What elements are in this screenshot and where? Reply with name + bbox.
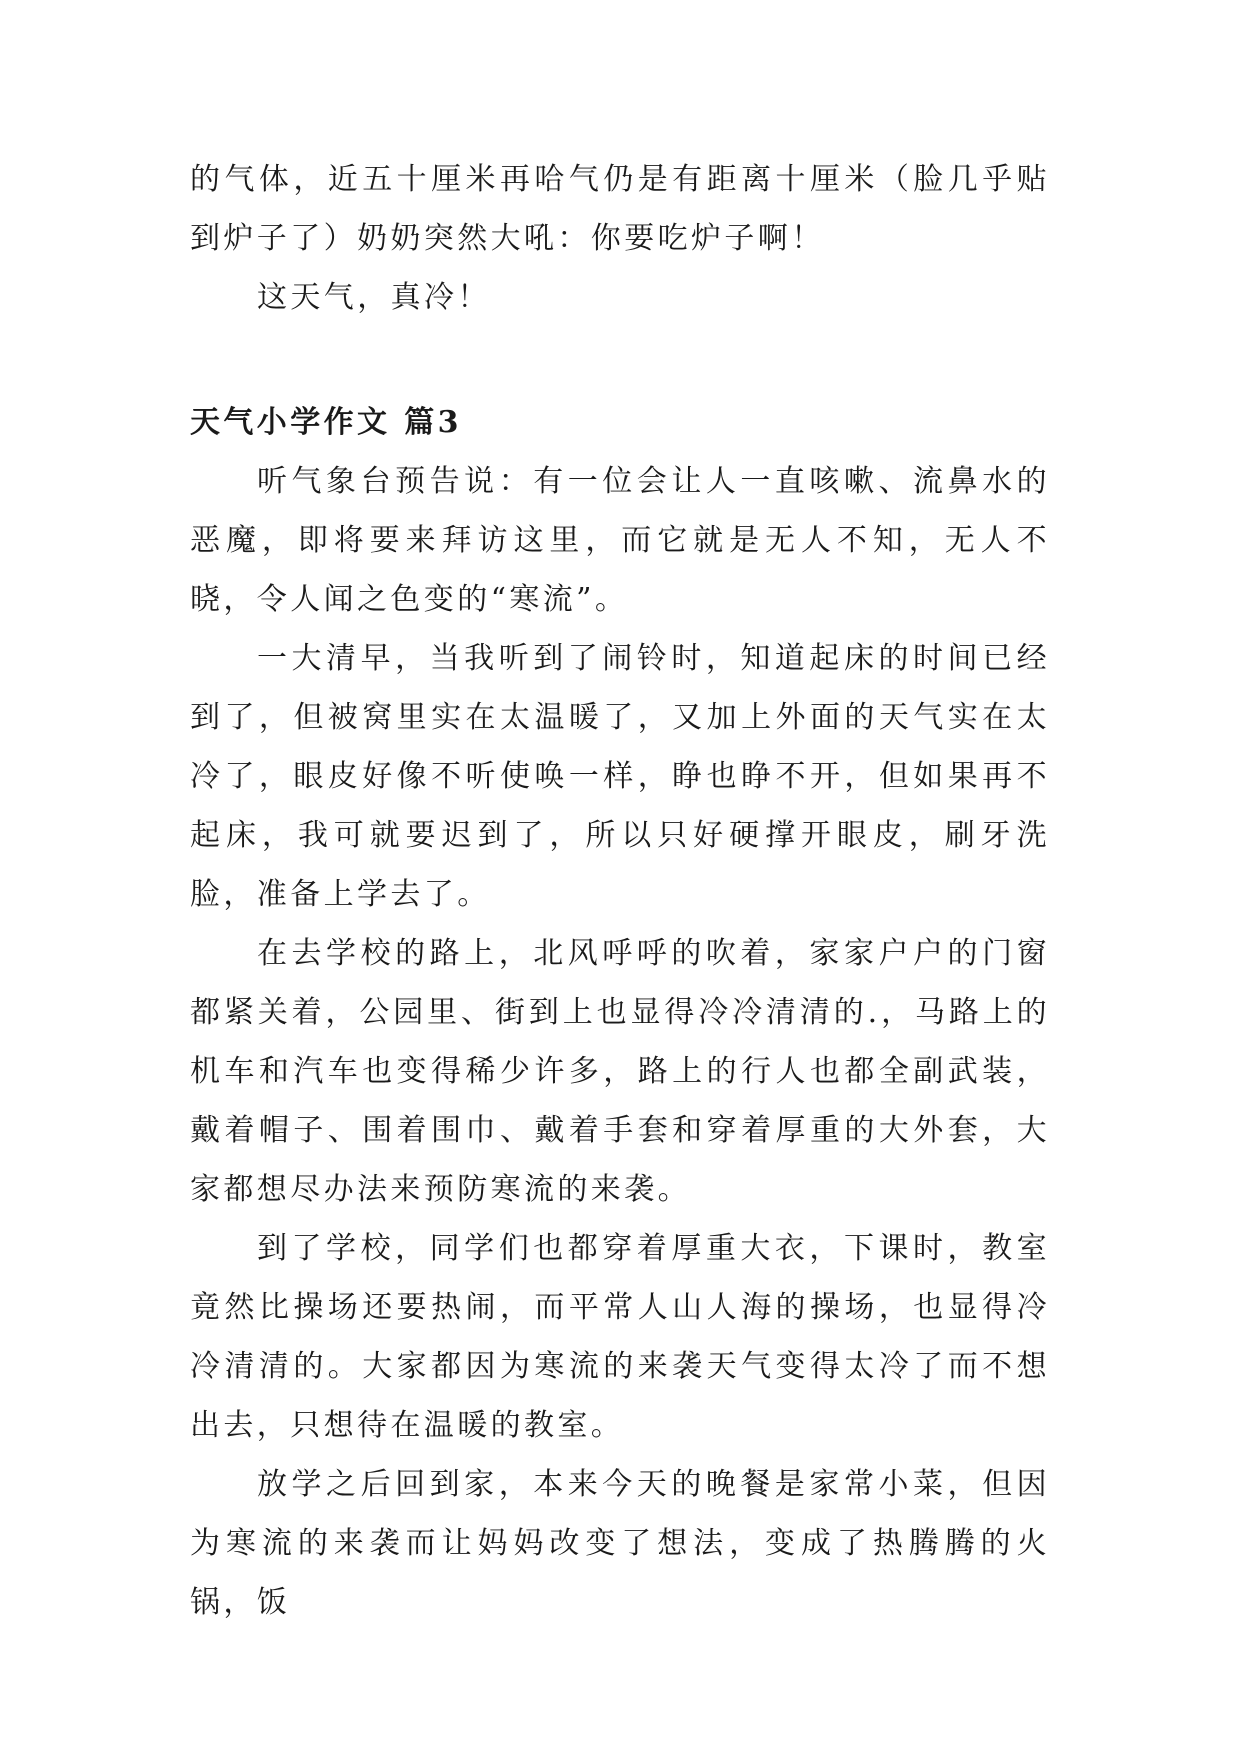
body-paragraph-5: 放学之后回到家，本来今天的晚餐是家常小菜，但因为寒流的来袭而让妈妈改变了想法，变成了热腾腾的火锅，饭 — [190, 1467, 1050, 1620]
continuation-paragraph-closing: 这天气，真冷！ — [257, 280, 491, 315]
body-paragraph-3: 在去学校的路上，北风呼呼的吹着，家家户户的门窗都紧关着，公园里、街到上也显得冷冷清清的.，马路上的机车和汽车也变得稀少许多，路上的行人也都全副武装，戴着帽子、围着围巾、戴着手套和穿着厚重的大外套，大家都想尽办法来预防寒流的来袭。 — [190, 936, 1050, 1207]
section-title: 天气小学作文 篇3 — [190, 405, 462, 440]
body-paragraph-1: 听气象台预告说：有一位会让人一直咳嗽、流鼻水的恶魔，即将要来拜访这里，而它就是无人不知，无人不晓，令人闻之色变的“寒流”。 — [190, 464, 1050, 617]
document-page — [190, 150, 1050, 1632]
body-paragraph-2: 一大清早，当我听到了闹铃时，知道起床的时间已经到了，但被窝里实在太温暖了，又加上外面的天气实在太冷了，眼皮好像不听使唤一样，睁也睁不开，但如果再不起床，我可就要迟到了，所以只好硬撑开眼皮，刷牙洗脸，准备上学去了。 — [190, 641, 1050, 912]
continuation-paragraph: 的气体，近五十厘米再哈气仍是有距离十厘米（脸几乎贴到炉子了）奶奶突然大吼：你要吃炉子啊！ — [190, 162, 1050, 256]
body-paragraph-4: 到了学校，同学们也都穿着厚重大衣，下课时，教室竟然比操场还要热闹，而平常人山人海的操场，也显得冷冷清清的。大家都因为寒流的来袭天气变得太冷了而不想出去，只想待在温暖的教室。 — [190, 1231, 1050, 1443]
